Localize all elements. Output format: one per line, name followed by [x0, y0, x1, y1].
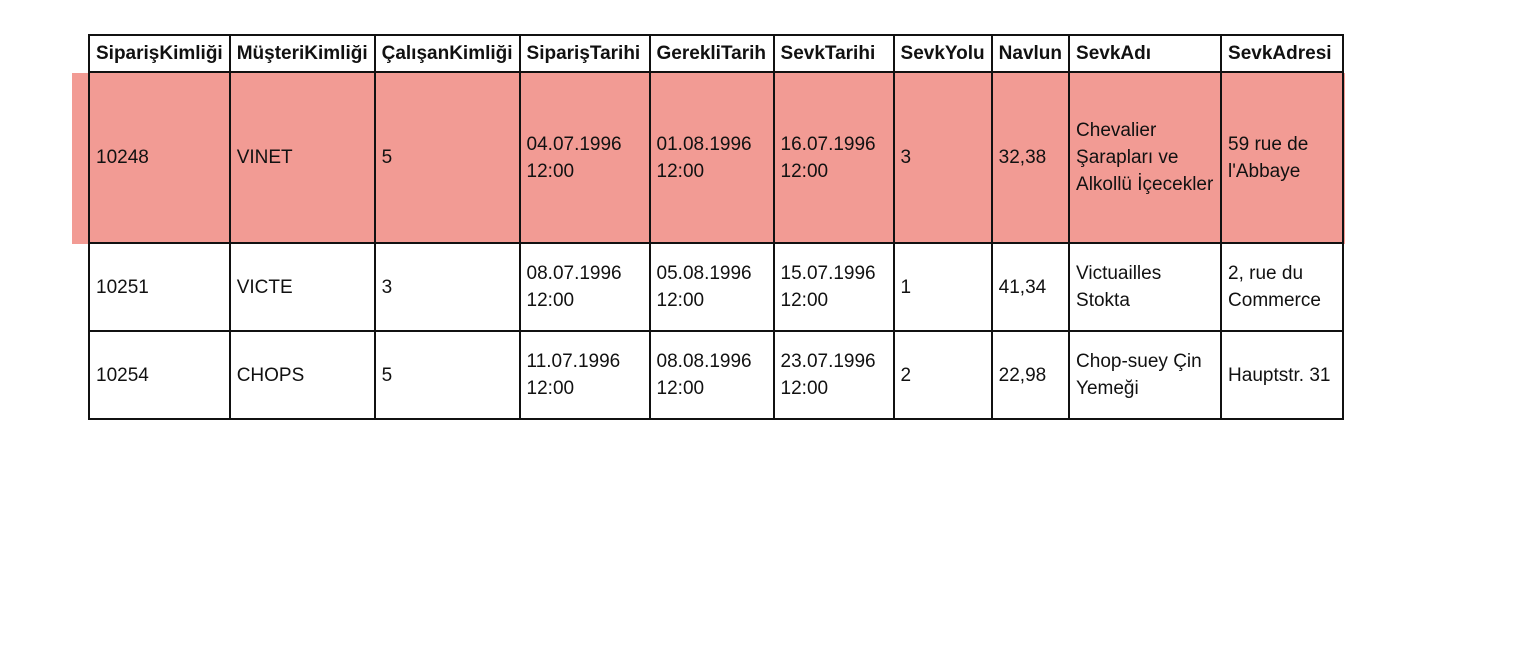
- cell-required-date[interactable]: 08.08.1996 12:00: [650, 331, 774, 419]
- cell-employee-id[interactable]: 5: [375, 331, 520, 419]
- cell-ship-address[interactable]: 59 rue de l'Abbaye: [1221, 72, 1343, 243]
- column-header-ship-address[interactable]: SevkAdresi: [1221, 35, 1343, 72]
- cell-order-date[interactable]: 11.07.1996 12:00: [520, 331, 650, 419]
- column-header-ship-via[interactable]: SevkYolu: [894, 35, 992, 72]
- column-header-required-date[interactable]: GerekliTarih: [650, 35, 774, 72]
- cell-freight[interactable]: 32,38: [992, 72, 1069, 243]
- cell-order-id[interactable]: 10248: [89, 72, 230, 243]
- cell-freight[interactable]: 41,34: [992, 243, 1069, 331]
- table-row[interactable]: [89, 331, 1343, 419]
- cell-shipped-date[interactable]: 23.07.1996 12:00: [774, 331, 894, 419]
- cell-required-date[interactable]: 01.08.1996 12:00: [650, 72, 774, 243]
- cell-shipped-date[interactable]: 15.07.1996 12:00: [774, 243, 894, 331]
- cell-ship-name[interactable]: Chop-suey Çin Yemeği: [1069, 331, 1221, 419]
- column-header-employee-id[interactable]: ÇalışanKimliği: [375, 35, 520, 72]
- orders-table: [88, 34, 1344, 420]
- cell-shipped-date[interactable]: 16.07.1996 12:00: [774, 72, 894, 243]
- cell-order-id[interactable]: 10251: [89, 243, 230, 331]
- cell-ship-via[interactable]: 3: [894, 72, 992, 243]
- table-header-row: [89, 35, 1343, 72]
- cell-employee-id[interactable]: 3: [375, 243, 520, 331]
- cell-customer-id[interactable]: VINET: [230, 72, 375, 243]
- cell-order-date[interactable]: 04.07.1996 12:00: [520, 72, 650, 243]
- cell-freight[interactable]: 22,98: [992, 331, 1069, 419]
- column-header-order-date[interactable]: SiparişTarihi: [520, 35, 650, 72]
- column-header-freight[interactable]: Navlun: [992, 35, 1069, 72]
- column-header-shipped-date[interactable]: SevkTarihi: [774, 35, 894, 72]
- cell-required-date[interactable]: 05.08.1996 12:00: [650, 243, 774, 331]
- column-header-order-id[interactable]: SiparişKimliği: [89, 35, 230, 72]
- cell-order-id[interactable]: 10254: [89, 331, 230, 419]
- column-header-customer-id[interactable]: MüşteriKimliği: [230, 35, 375, 72]
- cell-employee-id[interactable]: 5: [375, 72, 520, 243]
- cell-ship-address[interactable]: 2, rue du Commerce: [1221, 243, 1343, 331]
- cell-ship-name[interactable]: Victuailles Stokta: [1069, 243, 1221, 331]
- cell-customer-id[interactable]: VICTE: [230, 243, 375, 331]
- cell-customer-id[interactable]: CHOPS: [230, 331, 375, 419]
- column-header-ship-name[interactable]: SevkAdı: [1069, 35, 1221, 72]
- table-row[interactable]: [89, 72, 1343, 243]
- cell-ship-name[interactable]: Chevalier Şarapları ve Alkollü İçecekler: [1069, 72, 1221, 243]
- cell-order-date[interactable]: 08.07.1996 12:00: [520, 243, 650, 331]
- table-row[interactable]: [89, 243, 1343, 331]
- cell-ship-via[interactable]: 1: [894, 243, 992, 331]
- cell-ship-address[interactable]: Hauptstr. 31: [1221, 331, 1343, 419]
- cell-ship-via[interactable]: 2: [894, 331, 992, 419]
